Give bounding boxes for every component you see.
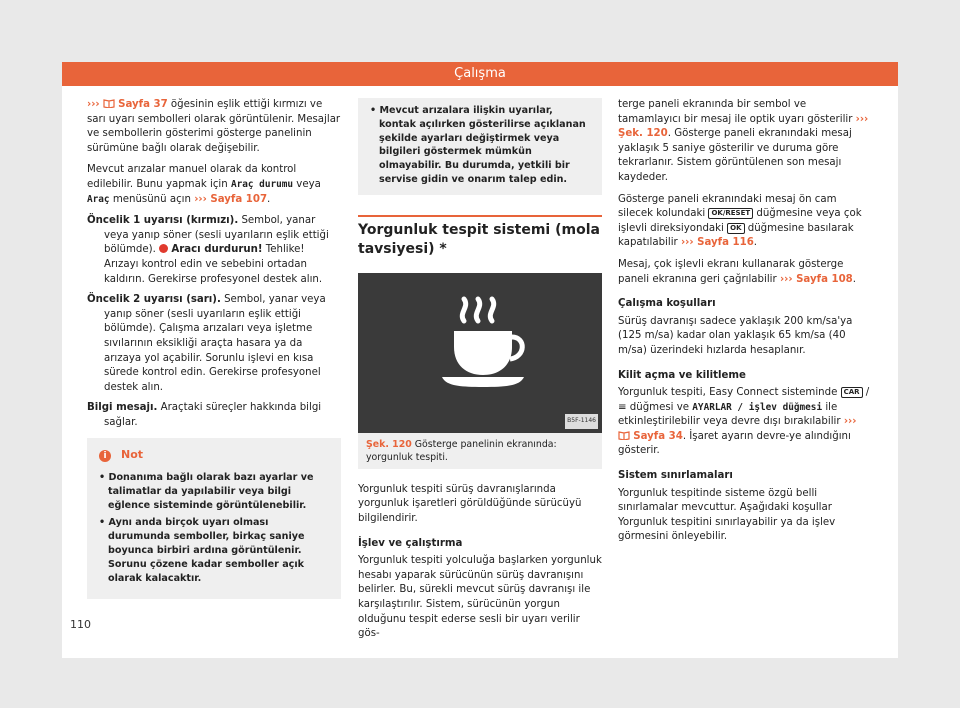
arrow-ref-icon: ›››	[779, 273, 797, 285]
paragraph	[87, 163, 341, 207]
menu-icon: ≡	[618, 401, 627, 413]
paragraph	[618, 258, 870, 287]
ok-reset-button-label: OK/RESET	[708, 208, 753, 219]
manual-page	[62, 62, 898, 658]
text: Sembol, yanar veya yanıp söner (sesli uyarıların eşlik ettiği bölümde).	[104, 215, 329, 256]
figure-caption	[358, 433, 602, 469]
text: terge paneli ekranında bir sembol ve tamamlayıcı bir mesaj ile optik uyarı gösterilir	[618, 99, 856, 125]
warning-box	[358, 98, 602, 195]
subheading: Sistem sınırlamaları	[618, 470, 733, 482]
term: Bilgi mesajı.	[87, 402, 158, 414]
note-item: • Aynı anda birçok uyarı olması durumunda semboller, birkaç saniye boyunca birbiri ardına görüntülenir. Sorunu çözene kadar semboller açık olarak kalacaktır.	[99, 517, 305, 584]
warning-text: Aracı durdurun!	[171, 244, 263, 256]
coffee-cup-icon	[358, 273, 602, 433]
car-button-label: CAR	[841, 387, 863, 398]
section-title: Yorgunluk tespit sistemi (mola tavsiyesi) *	[358, 215, 602, 259]
paragraph: Yorgunluk tespiti sürüş davranışlarında yorgunluk işaretleri görüldüğünde sürücüyü bilgilendirir.	[358, 483, 582, 524]
text: . İşaret ayarın devre-ye alındığını gösterir.	[618, 430, 851, 457]
note-box	[87, 438, 341, 599]
text: düğmesi ve	[626, 401, 693, 413]
warning-text: Mevcut arızalara ilişkin uyarılar, kontak açılırken gösterilirse açıklanan şekilde ayarları değiştirmek veya bilgileri göstermek mümkün olmayabilir. Bu durumda, yetkili bir servise gidin ve onarım talep edin.	[379, 105, 586, 185]
note-title: Not	[121, 448, 144, 462]
text: Gösterge paneli ekranındaki mesaj ön cam silecek kolundaki	[618, 193, 837, 220]
ok-button-label: OK	[727, 223, 744, 234]
text: /	[862, 387, 870, 399]
paragraph	[618, 98, 870, 186]
text: .	[852, 273, 857, 285]
arrow-ref-icon: ›››	[843, 416, 857, 428]
info-icon: i	[99, 450, 111, 462]
page-reference[interactable]: Sayfa 116	[697, 237, 754, 249]
paragraph: Yorgunluk tespitinde sisteme özgü belli sınırlamalar mevcuttur. Aşağıdaki koşullar Yorgunluk tespitini sınırlayabilir ya da işlev görmesini önleyebilir.	[618, 487, 836, 543]
text: Mesaj, çok işlevli ekranı kullanarak gösterge paneli ekranına geri çağrılabilir	[618, 258, 844, 285]
text: Tehlike! Arızayı kontrol edin ve sebebini ortadan kaldırın. Gerekirse profesyonel destek alın.	[104, 244, 323, 285]
term: Öncelik 2 uyarısı (sarı).	[87, 294, 221, 306]
menu-name: Araç	[87, 193, 110, 205]
paragraph	[618, 386, 870, 459]
stop-warning-icon	[159, 244, 168, 253]
arrow-ref-icon: ›››	[855, 113, 869, 125]
arrow-ref-icon: ›››	[194, 193, 211, 205]
text: Sembol, yanar veya yanıp söner (sesli uyarıların eşlik ettiği bölümde). Çalışma arızaları veya işletme sıvılarının eksikliği araçta hasara ya da arızaya yol açabilir. Sorunlu işlevi en kısa sürede kontrol edin. Gerekirse profesyonel destek alın.	[104, 294, 326, 393]
text: veya	[293, 178, 321, 190]
definition-priority-1	[87, 214, 341, 287]
text: düğmesine basılarak kapatılabilir	[618, 222, 854, 249]
caption-text: Gösterge panelinin ekranında: yorgunluk tespiti.	[366, 438, 557, 463]
page-reference[interactable]: Sayfa 34	[633, 430, 683, 442]
subheading: Çalışma koşulları	[618, 298, 716, 310]
menu-name: Araç durumu	[230, 178, 294, 190]
column-1	[87, 98, 341, 599]
text: düğmesine veya çok işlevli direksiyondaki	[618, 208, 862, 234]
column-2	[358, 98, 602, 649]
text: .	[753, 237, 758, 249]
text: . Gösterge paneli ekranındaki mesaj yaklaşık 5 saniye gösterilir ve duruma göre tekrarlanır. Sistem görüntülenen son mesajı kaydeder.	[618, 128, 852, 183]
figure-code: B5F-1146	[565, 414, 598, 429]
paragraph	[618, 193, 870, 251]
dashboard-figure	[358, 273, 602, 433]
page-header: Çalışma	[62, 62, 898, 86]
page-number: 110	[70, 618, 91, 631]
menu-path: AYARLAR / işlev düğmesi	[692, 401, 823, 413]
text: ile etkinleştirilebilir veya devre dışı bırakılabilir	[618, 401, 844, 428]
page-reference[interactable]: Sayfa 37	[118, 99, 168, 110]
text: Araçtaki süreçler hakkında bilgi sağlar.	[104, 402, 322, 428]
warning-item: • Mevcut arızalara ilişkin uyarılar, kontak açılırken gösterilirse açıklanan şekilde ayarları değiştirmek veya bilgileri göstermek mümkün olmayabilir. Bu durumda, yetkili bir servise gidin ve onarım talep edin.	[370, 105, 586, 185]
definition-info	[87, 401, 341, 430]
text: öğesinin eşlik ettiği kırmızı ve sarı uyarı sembolleri olarak görüntülenir. Mesajlar ve sembollerin gösterimi gösterge panelinin sürümüne bağlı olarak değişebilir.	[87, 99, 341, 154]
text: .	[267, 193, 271, 205]
note-item: • Donanıma bağlı olarak bazı ayarlar ve talimatlar da yapılabilir veya bilgi eğlence sisteminde görüntülenebilir.	[99, 472, 314, 511]
note-text: Aynı anda birçok uyarı olması durumunda semboller, birkaç saniye boyunca birbiri ardına görüntülenir. Sorunu çözene kadar semboller açık olarak kalacaktır.	[108, 517, 305, 584]
book-icon	[618, 430, 630, 440]
figure-reference[interactable]: Şek. 120	[618, 128, 668, 140]
paragraph: Yorgunluk tespiti yolculuğa başlarken yorgunluk hesabı yaparak sürücünün sürüş davranışını belirler. Bu, sürekli mevcut sürüş davranışı ile karşılaştırılır. Sistem, sürücünün yorgun olduğunu tespit ederse sesli bir uyarı verilir gös-	[358, 555, 602, 640]
note-header	[99, 448, 329, 463]
definition-priority-2	[87, 293, 341, 395]
text: Yorgunluk tespiti, Easy Connect sisteminde	[618, 387, 841, 399]
subheading: Kilit açma ve kilitleme	[618, 369, 746, 381]
figure-reference: Şek. 120	[366, 438, 412, 450]
paragraph	[87, 98, 341, 156]
page-reference[interactable]: Sayfa 107	[210, 193, 268, 205]
term: Öncelik 1 uyarısı (kırmızı).	[87, 215, 239, 227]
note-text: Donanıma bağlı olarak bazı ayarlar ve talimatlar da yapılabilir veya bilgi eğlence sisteminde görüntülenebilir.	[108, 472, 314, 511]
book-icon	[103, 98, 115, 108]
arrow-ref-icon: ›››	[680, 237, 698, 249]
column-3	[618, 98, 870, 552]
text: Mevcut arızalar manuel olarak da kontrol edilebilir. Bunu yapmak için	[87, 164, 297, 190]
page-reference[interactable]: Sayfa 108	[796, 273, 853, 285]
text: menüsünü açın	[109, 193, 195, 205]
arrow-ref-icon: ›››	[87, 99, 100, 110]
subheading: İşlev ve çalıştırma	[358, 537, 463, 549]
paragraph: Sürüş davranışı sadece yaklaşık 200 km/sa'ya (125 m/sa) kadar olan yaklaşık 65 km/sa (40 m/sa) üzerindeki hızlarda hesaplanır.	[618, 315, 853, 356]
